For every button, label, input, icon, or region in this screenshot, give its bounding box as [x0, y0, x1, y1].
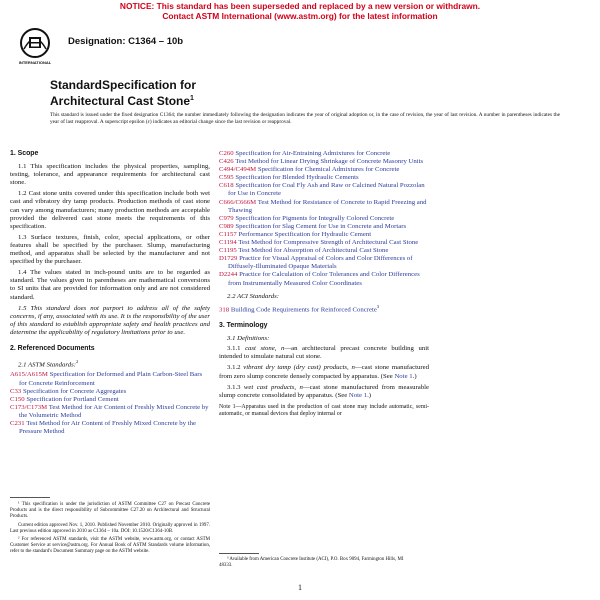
reference-code: D1729: [219, 255, 238, 263]
scope-1-5: 1.5 This standard does not purport to address all of the safety concerns, if any, associated with its use. It is the responsibility of the user of this standard to establish appropriate safety and health practices and determine the applicability of regulatory limitations prior to use.: [10, 304, 210, 336]
definitions-subheading: 3.1 Definitions:: [227, 335, 270, 343]
reference-title: Building Code Requirements for Reinforced Concrete: [230, 305, 377, 313]
definition-end: .): [412, 372, 417, 380]
reference-aci-318[interactable]: [219, 303, 429, 314]
reference-item[interactable]: [10, 388, 210, 396]
note-1-link[interactable]: Note 1: [348, 391, 368, 399]
definition-text: —an architectural precast concrete building unit intended to simulate natural cut stone.: [219, 345, 429, 361]
astm-standards-subheading: [18, 358, 210, 369]
aci-standards-subheading: 2.2 ACI Standards:: [227, 292, 279, 300]
reference-code: D2244: [219, 271, 238, 279]
reference-item[interactable]: [219, 158, 429, 166]
reference-code: C618: [219, 182, 234, 190]
reference-title: Test Method for Air Content of Freshly Mixed Concrete by the Pressure Method: [19, 419, 196, 436]
reference-item[interactable]: [219, 182, 429, 198]
definition-wet-cast: [219, 384, 429, 400]
footnote-1: ¹ This specification is under the jurisdiction of ASTM Committee C27 on Precast Concrete Products and is the direct responsibility of Subcommittee C27.20 on Architectural and Structural Products.: [10, 502, 210, 520]
reference-title: Specification for Deformed and Plain Carbon-Steel Bars for Concrete Reinforcement: [19, 371, 203, 387]
right-column: [219, 150, 429, 418]
reference-code: C231: [10, 419, 25, 427]
reference-code: C1157: [219, 230, 237, 238]
designation: Designation: C1364 – 10b: [68, 36, 184, 47]
reference-item[interactable]: [10, 371, 210, 387]
reference-title: Test Method for Compressive Strength of Architectural Cast Stone: [238, 239, 419, 247]
references-heading: 2. Referenced Documents: [10, 344, 95, 352]
astm-standards-label: 2.1 ASTM Standards:: [18, 361, 76, 369]
reference-code: A615/A615M: [10, 371, 48, 379]
reference-code: C979: [219, 214, 234, 222]
footnote-mark-3: 3: [376, 303, 380, 309]
reference-code: C150: [10, 395, 25, 403]
note-1-link[interactable]: Note 1: [394, 372, 413, 380]
reference-title: Test Method for Resistance of Concrete to Rapid Freezing and Thawing: [228, 198, 427, 214]
definition-term: cast stone, n: [245, 345, 285, 353]
astm-logo-icon: [18, 27, 52, 67]
definition-text: —cast stone manufactured from measurable slump concrete consolidated by apparatus. (See: [219, 383, 430, 399]
footnote-mark-2: 2: [75, 359, 79, 365]
reference-item[interactable]: [219, 231, 429, 239]
reference-item[interactable]: [10, 420, 210, 436]
reference-title: Practice for Calculation of Color Tolerances and Color Differences from Instrumentally Measured Color Coordinates: [228, 271, 420, 287]
reference-code: C666/C666M: [219, 198, 257, 206]
reference-code: C1195: [219, 247, 237, 255]
reference-code: C33: [10, 387, 22, 395]
reference-list-right: [219, 150, 429, 288]
page-number: 1: [298, 583, 302, 592]
definition-cast-stone: [219, 345, 429, 361]
footnote-divider: [10, 497, 50, 498]
left-column: [10, 150, 210, 436]
title-line-1: StandardSpecification for: [50, 78, 197, 92]
definition-dry-tamp: [219, 364, 429, 380]
reference-code: C260: [219, 150, 234, 157]
reference-title: Specification for Pigments for Integrally Colored Concrete: [235, 214, 395, 222]
footnote-1-edition: Current edition approved Nov. 1, 2010. Published November 2010. Originally approved in 1997. Last previous edition approved in 2010 as C1364 – 10a. DOI: 10.1520/C1364-10B.: [10, 522, 210, 534]
reference-title: Specification for Concrete Aggregates: [22, 387, 127, 395]
reference-code: C1194: [219, 239, 237, 247]
definition-term: vibrant dry tamp (dry cast) products, n: [243, 364, 355, 372]
astm-logo: [18, 27, 52, 67]
document-title: [50, 78, 196, 108]
reference-code: C989: [219, 222, 234, 230]
superseded-notice: [0, 1, 600, 21]
reference-title: Specification for Blended Hydraulic Cements: [235, 174, 359, 182]
reference-item[interactable]: [219, 247, 429, 255]
notice-line-1: NOTICE: This standard has been superseded and replaced by a new version or withdrawn.: [119, 1, 481, 11]
reference-title: Performance Specification for Hydraulic Cement: [238, 230, 372, 238]
definition-text: —cast stone manufactured from zero slump concrete densely compacted by apparatus. (See: [219, 364, 429, 380]
footnote-divider-right: [219, 553, 259, 554]
definition-end: .): [367, 391, 372, 399]
reference-title: Test Method for Absorption of Architectural Cast Stone: [238, 247, 389, 255]
footnote-3: ³ Available from American Concrete Institute (ACI), P.O. Box 9094, Farmington Hills, MI 48333.: [219, 557, 404, 569]
title-footnote-mark: 1: [190, 95, 194, 102]
reference-code: 318: [219, 305, 230, 313]
scope-1-3: 1.3 Surface textures, finish, color, special applications, or other features shall be specified by the purchaser. Slump, manufacturing method, and apparatus shall be selected by the manufacturer and not specified by the purchaser.: [10, 233, 210, 266]
scope-1-4: 1.4 The values stated in inch-pound units are to be regarded as standard. The values given in parentheses are mathematical conversions to SI units that are provided for information only and are not considered standard.: [10, 269, 210, 301]
reference-title: Specification for Coal Fly Ash and Raw or Calcined Natural Pozzolan for Use in Concrete: [228, 182, 425, 198]
reference-title: Specification for Portland Cement: [26, 395, 119, 403]
reference-item[interactable]: [10, 396, 210, 404]
reference-code: C173/C173M: [10, 403, 48, 411]
reference-title: Specification for Slag Cement for Use in Concrete and Mortars: [235, 222, 407, 230]
logo-caption: INTERNATIONAL: [18, 60, 52, 65]
reference-code: C494/C494M: [219, 166, 257, 174]
reference-title: Test Method for Air Content of Freshly Mixed Concrete by the Volumetric Method: [19, 403, 209, 419]
title-line-2: Architectural Cast Stone: [50, 94, 191, 108]
scope-1-2: 1.2 Cast stone units covered under this specification include both wet cast and vibratory dry tamp products. Production methods of cast stone can vary among manufacturers; many production methods are acceptable provided the delivered cast stone meets the requirements of this specification.: [10, 190, 210, 230]
definition-number: 3.1.2: [227, 364, 241, 372]
notice-line-2: Contact ASTM International (www.astm.org) for the latest information: [162, 11, 438, 21]
reference-item[interactable]: [219, 174, 429, 182]
terminology-heading: 3. Terminology: [219, 322, 268, 330]
standard-intro: This standard is issued under the fixed designation C1364; the number immediately following the designation indicates the year of original adoption or, in the case of revision, the year of last revision. A number in parentheses indicates the year of last reapproval. A superscript epsilon (ε) indicates an editorial change since the last revision or reapproval.: [50, 112, 560, 126]
scope-1-1: 1.1 This specification includes the physical properties, sampling, testing, tolerance, and appearance requirements for architectural cast stone.: [10, 163, 210, 187]
definition-term: wet cast products, n: [243, 383, 303, 391]
reference-item[interactable]: [219, 166, 429, 174]
note-1: Note 1—Apparatus used in the production of cast stone may include automatic, semi-automatic, or manual devices that deploy internal or: [219, 403, 429, 417]
definition-number: 3.1.1: [227, 345, 241, 353]
reference-item[interactable]: [219, 223, 429, 231]
reference-item[interactable]: [219, 239, 429, 247]
reference-item[interactable]: [219, 150, 429, 158]
scope-heading: 1. Scope: [10, 150, 39, 157]
reference-title: Specification for Chemical Admixtures for Concrete: [257, 166, 400, 174]
reference-code: C595: [219, 174, 234, 182]
reference-item[interactable]: [219, 215, 429, 223]
reference-list-left: [10, 371, 210, 436]
footnote-2: ² For referenced ASTM standards, visit the ASTM website, www.astm.org, or contact ASTM Customer Service at service@astm.org. For Annual Book of ASTM Standards volume information, refer to the standard's Document Summary page on the ASTM website.: [10, 537, 210, 555]
reference-title: Test Method for Linear Drying Shrinkage of Concrete Masonry Units: [235, 158, 424, 166]
reference-item[interactable]: [219, 271, 429, 287]
definition-number: 3.1.3: [227, 383, 241, 391]
reference-item[interactable]: [10, 404, 210, 420]
footnotes-left: [10, 502, 210, 558]
reference-item[interactable]: [219, 255, 429, 271]
reference-code: C426: [219, 158, 234, 166]
reference-item[interactable]: [219, 199, 429, 215]
reference-title: Specification for Air-Entraining Admixtures for Concrete: [235, 150, 391, 157]
reference-title: Practice for Visual Appraisal of Colors and Color Differences of Diffusely-Illuminated Opaque Materials: [228, 255, 413, 271]
